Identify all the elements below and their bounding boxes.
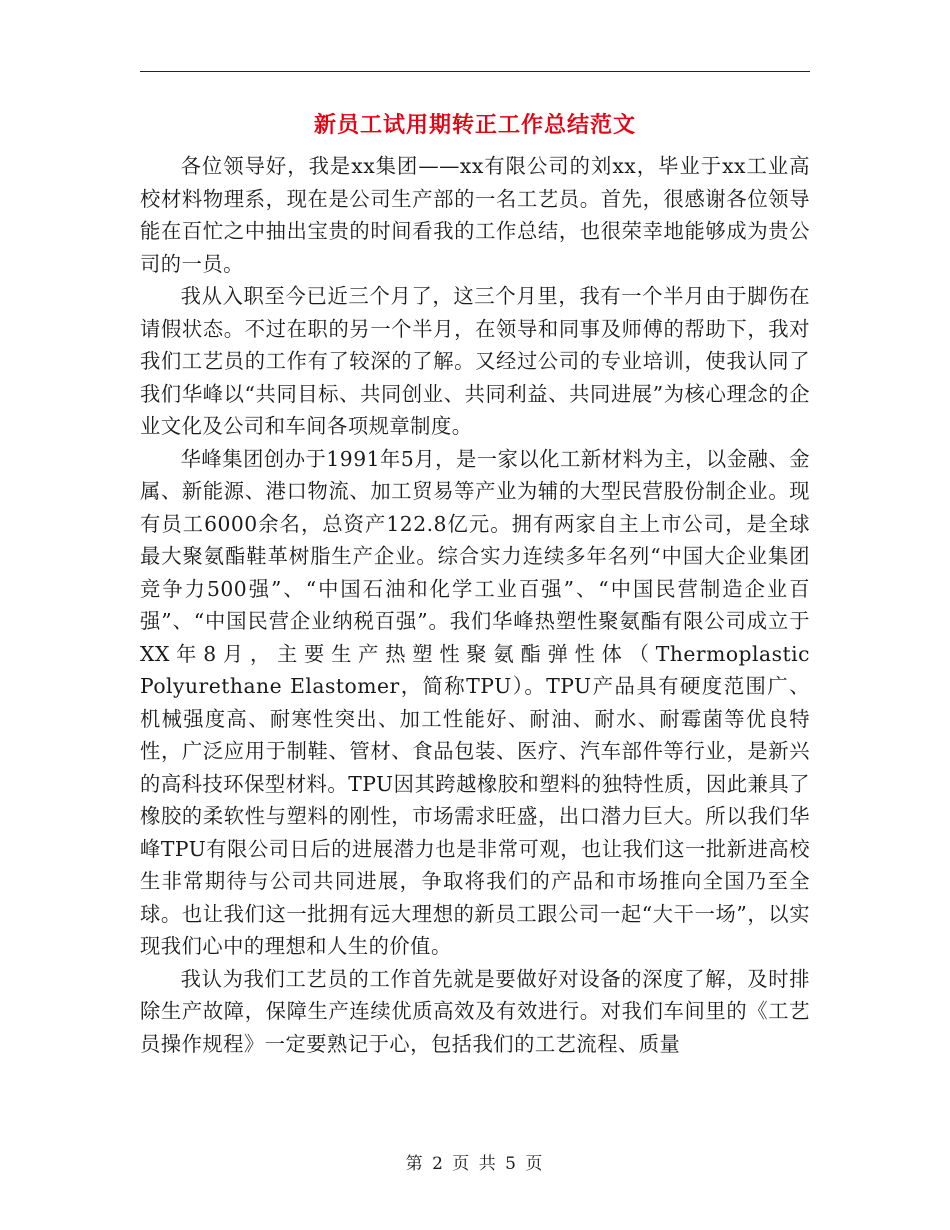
paragraph-experience: 我从入职至今已近三个月了，这三个月里，我有一个半月由于脚伤在请假状态。不过在职的另一个半月，在领导和同事及师傅的帮助下，我对我们工艺员的工作有了较深的了解。又经过公司的专业培训，使我认同了我们华峰以“共同目标、共同创业、共同利益、共同进展”为核心理念的企业文化及公司和车间各项规章制度。 xyxy=(140,284,810,438)
document-body xyxy=(140,150,810,1060)
paragraph-work-duties: 我认为我们工艺员的工作首先就是要做好对设备的深度了解，及时排除生产故障，保障生产连续优质高效及有效进行。对我们车间里的《工艺员操作规程》一定要熟记于心，包括我们的工艺流程、质量 xyxy=(140,966,810,1056)
page-indicator: 第 2 页 共 5 页 xyxy=(405,1154,545,1174)
paragraph-company-profile: 华峰集团创办于1991年5月，是一家以化工新材料为主，以金融、金属、新能源、港口物流、加工贸易等产业为辅的大型民营股份制企业。现有员工6000余名，总资产122.8亿元。拥有两家自主上市公司，是全球最大聚氨酯鞋革树脂生产企业。综合实力连续多年名列“中国大企业集团竞争力500强”、“中国石油和化学工业百强”、“中国民营制造企业百强”、“中国民营企业纳税百强”。我们华峰热塑性聚氨酯有限公司成立于XX年8月，主要生产热塑性聚氨酯弹性体（Thermoplastic Polyurethane Elastomer，简称TPU）。TPU产品具有硬度范围广、机械强度高、耐寒性突出、加工性能好、耐油、耐水、耐霉菌等优良特性，广泛应用于制鞋、管材、食品包装、医疗、汽车部件等行业，是新兴的高科技环保型材料。TPU因其跨越橡胶和塑料的独特性质，因此兼具了橡胶的柔软性与塑料的刚性，市场需求旺盛，出口潜力巨大。所以我们华峰TPU有限公司日后的进展潜力也是非常可观，也让我们这一批新进高校生非常期待与公司共同进展，争取将我们的产品和市场推向全国乃至全球。也让我们这一批拥有远大理想的新员工跟公司一起“大干一场”，以实现我们心中的理想和人生的价值。 xyxy=(140,446,810,958)
document-title: 新员工试用期转正工作总结范文 xyxy=(313,112,636,138)
paragraph-introduction: 各位领导好，我是xx集团——xx有限公司的刘xx，毕业于xx工业高校材料物理系，现在是公司生产部的一名工艺员。首先，很感谢各位领导能在百忙之中抽出宝贵的时间看我的工作总结，也很荣幸地能够成为贵公司的一员。 xyxy=(140,154,810,276)
header-rule xyxy=(140,71,810,72)
